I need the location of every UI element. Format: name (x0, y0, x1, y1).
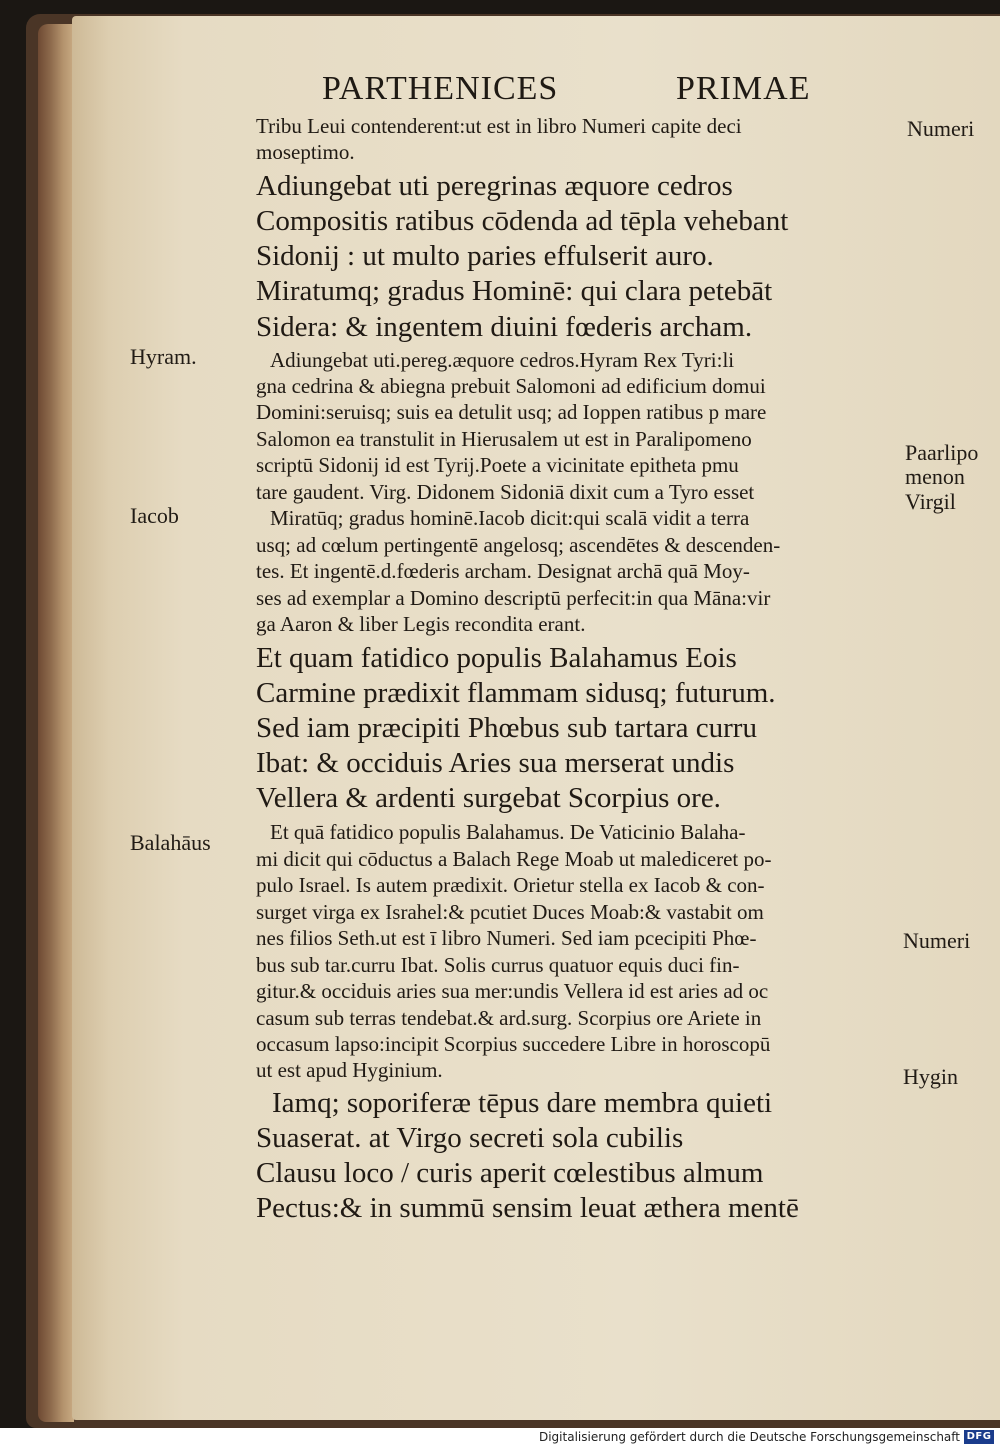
margin-note-right: Virgil (905, 489, 956, 514)
margin-note-left: Iacob (130, 503, 179, 528)
margin-note-right: Paarlipo (905, 440, 979, 465)
verse-line: Sidera: & ingentem diuini fœderis archam. (256, 311, 753, 343)
commentary-line: occasum lapso:incipit Scorpius succedere Libre in horoscopū (256, 1032, 771, 1056)
verse-line: Suaserat. at Virgo secreti sola cubilis (256, 1122, 684, 1154)
commentary-line: casum sub terras tendebat.& ard.surg. Scorpius ore Ariete in (256, 1006, 762, 1030)
verse-line: Miratumq; gradus Hominē: qui clara petebāt (256, 275, 773, 307)
verse-line: Pectus:& in summū sensim leuat æthera mentē (256, 1192, 799, 1224)
commentary-line: Domini:seruisq; suis ea detulit usq; ad Ioppen ratibus p mare (256, 400, 767, 424)
commentary-line: tes. Et ingentē.d.fœderis archam. Designat archā quā Moy- (256, 559, 750, 583)
commentary-line: Salomon ea transtulit in Hierusalem ut est in Paralipomeno (256, 427, 752, 451)
margin-note-right: Numeri (903, 928, 971, 953)
margin-note-left: Hyram. (130, 344, 197, 369)
margin-note-right: Numeri (907, 116, 975, 141)
commentary-line: ut est apud Hyginium. (256, 1058, 443, 1082)
commentary-line: tare gaudent. Virg. Didonem Sidoniā dixit cum a Tyro esset (256, 480, 755, 504)
commentary-line: surget virga ex Israhel:& pcutiet Duces Moab:& vastabit om (256, 900, 764, 924)
commentary-line: Miratūq; gradus hominē.Iacob dicit:qui scalā vidit a terra (270, 506, 750, 530)
commentary-line: pulo Israel. Is autem prædixit. Orietur stella ex Iacob & con- (256, 873, 765, 897)
page-stack-edge (38, 24, 74, 1422)
commentary-line: scriptū Sidonij id est Tyrij.Poete a vicinitate epitheta pmu (256, 453, 739, 477)
commentary-line: gitur.& occiduis aries sua mer:undis Vellera id est aries ad oc (256, 979, 769, 1003)
verse-line: Iamq; soporiferæ tēpus dare membra quieti (272, 1087, 773, 1119)
running-header-right: PRIMAE (676, 70, 811, 107)
verse-line: Carmine prædixit flammam sidusq; futurum. (256, 677, 776, 709)
text-line: moseptimo. (256, 140, 355, 164)
margin-note-left: Balahāus (130, 830, 211, 855)
commentary-line: Et quā fatidico populis Balahamus. De Vaticinio Balaha- (270, 820, 746, 844)
commentary-line: bus sub tar.curru Ibat. Solis currus quatuor equis duci fin- (256, 953, 740, 977)
commentary-line: nes filios Seth.ut est ī libro Numeri. Sed iam pcecipiti Phœ- (256, 926, 757, 950)
commentary-line: ses ad exemplar a Domino descriptū perfecit:in qua Māna:vir (256, 586, 771, 610)
margin-note-right: menon (905, 464, 965, 489)
commentary-line: usq; ad cœlum pertingentē angelosq; ascendētes & descenden- (256, 533, 781, 557)
commentary-line: gna cedrina & abiegna prebuit Salomoni ad edificium domui (256, 374, 766, 398)
commentary-line: Adiungebat uti.pereg.æquore cedros.Hyram Rex Tyri:li (270, 348, 735, 372)
verse-line: Compositis ratibus cōdenda ad tēpla vehebant (256, 205, 789, 237)
margin-note-right: Hygin (903, 1064, 958, 1089)
dfg-logo: DFG (964, 1430, 994, 1444)
verse-line: Sidonij : ut multo paries effulserit auro. (256, 240, 714, 272)
verse-line: Et quam fatidico populis Balahamus Eois (256, 642, 737, 674)
verse-line: Sed iam præcipiti Phœbus sub tartara curru (256, 712, 757, 744)
verse-line: Clausu loco / curis aperit cœlestibus almum (256, 1157, 764, 1189)
verse-line: Ibat: & occiduis Aries sua merserat undis (256, 747, 735, 779)
verse-line: Adiungebat uti peregrinas æquore cedros (256, 170, 733, 202)
running-header-left: PARTHENICES (322, 70, 559, 107)
verse-line: Vellera & ardenti surgebat Scorpius ore. (256, 782, 721, 814)
funding-credit: Digitalisierung gefördert durch die Deutsche Forschungsgemeinschaft (538, 1430, 960, 1444)
text-line: Tribu Leui contenderent:ut est in libro Numeri capite deci (256, 114, 742, 138)
commentary-line: ga Aaron & liber Legis recondita erant. (256, 612, 586, 636)
commentary-line: mi dicit qui cōductus a Balach Rege Moab ut malediceret po- (256, 847, 772, 871)
